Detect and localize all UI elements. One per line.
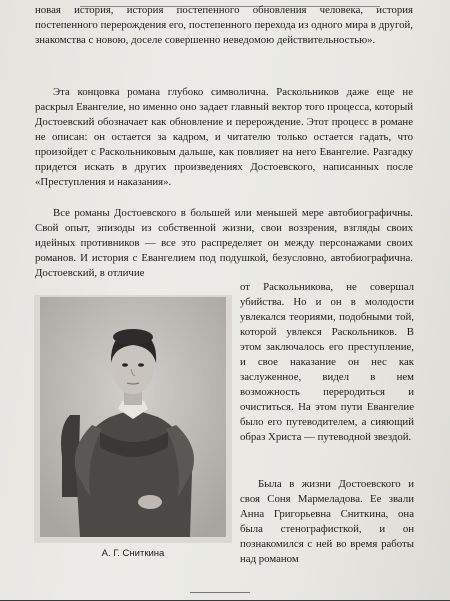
photo-caption: А. Г. Сниткина <box>101 548 165 559</box>
paragraph-5 <box>240 477 414 567</box>
running-title <box>150 0 167 2</box>
paragraph-4 <box>240 280 414 445</box>
portrait-photo <box>40 297 226 537</box>
paragraph-2 <box>35 85 413 190</box>
paragraph-4-text: от Раскольникова, не совершал убийства. Но и он в молодости увлекался теориями, подобными той, которой увлекся Раскольников. В этом заключалось его преступление, и свое наказание он нес как заслуженное, видел в нем возможность переродиться и очиститься. На этом пути Евангелие было его путеводителем, а сияющий образ Христа — путеводной звездой. <box>240 281 414 443</box>
portrait-illustration <box>40 297 226 537</box>
paragraph-3-text: Все романы Достоевского в большей или меньшей мере автобиографичны. Свой опыт, эпизоды из собственной жизни, свои воззрения, взгляды своих идейных противников — все это распределяет он между персонажами своих романов. И история с Евангелием под подушкой, безусловно, автобиографична. Достоевский, в отличие <box>35 207 413 279</box>
paragraph-1 <box>35 3 413 48</box>
paragraph-5-text: Была в жизни Достоевского и своя Соня Мармеладова. Ее звали Анна Григорьевна Сниткина, она была стенографисткой, и он познакомился с ней во время работы над романом <box>240 478 414 565</box>
portrait-figure <box>34 295 232 543</box>
paragraph-1-text: новая история, история постепенного обновления человека, история постепенного перерождения его, постепенного перехода из одного мира в другой, знакомства с новою, доселе совершенно неведомою действительностью». <box>35 4 413 46</box>
page-footer-line <box>190 592 250 601</box>
paragraph-3 <box>35 206 413 281</box>
paragraph-2-text: Эта концовка романа глубоко символична. Раскольников даже еще не раскрыл Евангелие, но именно оно задает главный вектор того процесса, который Достоевский обозначает как обновление и перерождение. Этот процесс в романе не описан: он остается за кадром, и читателю только остается гадать, что произойдет с Раскольниковым дальше, как повлияет на него Евангелие. Разгадку придется искать в других произведениях Достоевского, написанных после «Преступления и наказания». <box>35 86 413 188</box>
